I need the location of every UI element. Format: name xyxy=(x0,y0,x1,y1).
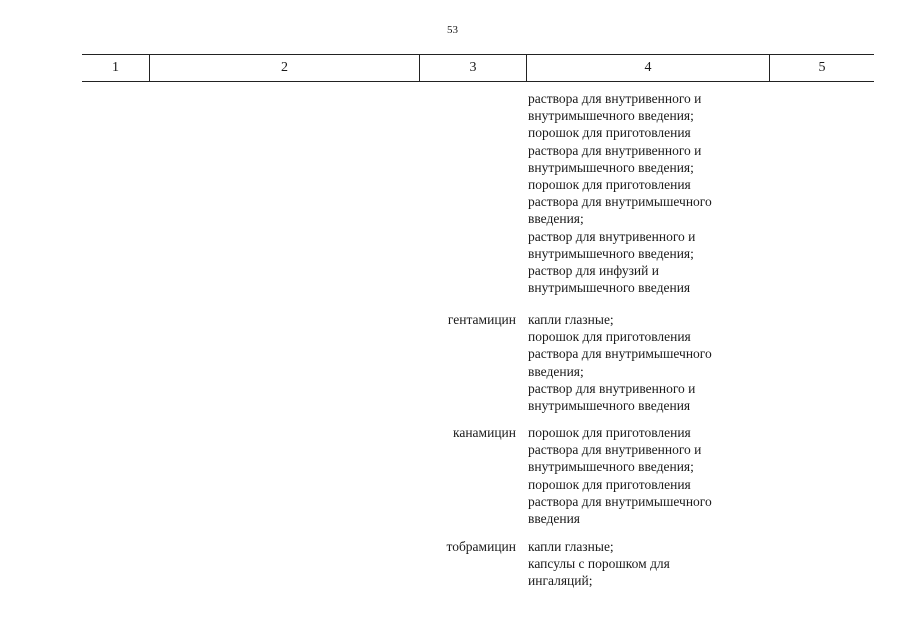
page-number: 53 xyxy=(447,24,458,36)
dosage-form-line: введения; xyxy=(528,363,584,379)
dosage-forms xyxy=(528,538,768,590)
dosage-form-line: внутримышечного введения; xyxy=(528,159,694,175)
dosage-forms xyxy=(528,90,768,296)
dosage-form-line: раствора для внутримышечного xyxy=(528,493,712,509)
dosage-form-line: раствор для внутривенного и xyxy=(528,380,696,396)
dosage-form-line: раствор для инфузий и xyxy=(528,263,659,279)
header-col-2: 2 xyxy=(149,55,419,81)
dosage-form-line: раствора для внутримышечного xyxy=(528,346,712,362)
dosage-forms xyxy=(528,424,768,527)
dosage-form-line: внутримышечного введения xyxy=(528,398,691,414)
header-col-5: 5 xyxy=(769,55,874,81)
drug-name: гентамицин xyxy=(447,312,516,327)
table-header-row xyxy=(82,54,874,82)
drug-name: канамицин xyxy=(452,425,516,440)
header-col-1: 1 xyxy=(112,60,119,75)
dosage-form-line: раствора для внутривенного и xyxy=(528,142,702,158)
dosage-form-line: порошок для приготовления xyxy=(528,177,691,193)
drug-name: тобрамицин xyxy=(446,539,516,554)
dosage-form-line: порошок для приготовления xyxy=(528,476,691,492)
dosage-form-line: капсулы с порошком для xyxy=(528,556,670,572)
dosage-form-line: раствора для внутривенного и xyxy=(528,91,702,106)
dosage-form-line: внутримышечного введения; xyxy=(528,108,694,124)
dosage-form-line: внутримышечного введения xyxy=(528,280,691,296)
dosage-forms xyxy=(528,311,768,414)
dosage-form-line: введения xyxy=(528,511,581,527)
dosage-form-line: раствор для внутривенного и xyxy=(528,228,696,244)
dosage-form-line: внутримышечного введения; xyxy=(528,459,694,475)
header-col-3: 3 xyxy=(419,55,526,81)
dosage-form-line: внутримышечного введения; xyxy=(528,245,694,261)
dosage-form-line: раствора для внутривенного и xyxy=(528,442,702,458)
dosage-form-line: раствора для внутримышечного xyxy=(528,194,712,210)
dosage-form-line: введения; xyxy=(528,211,584,227)
dosage-form-line: капли глазные; xyxy=(528,312,614,327)
dosage-form-line: порошок для приготовления xyxy=(528,425,691,440)
dosage-form-line: капли глазные; xyxy=(528,539,614,554)
dosage-form-line: порошок для приготовления xyxy=(528,125,691,141)
dosage-form-line: порошок для приготовления xyxy=(528,329,691,345)
dosage-form-line: ингаляций; xyxy=(528,573,593,589)
header-col-4: 4 xyxy=(526,55,769,81)
